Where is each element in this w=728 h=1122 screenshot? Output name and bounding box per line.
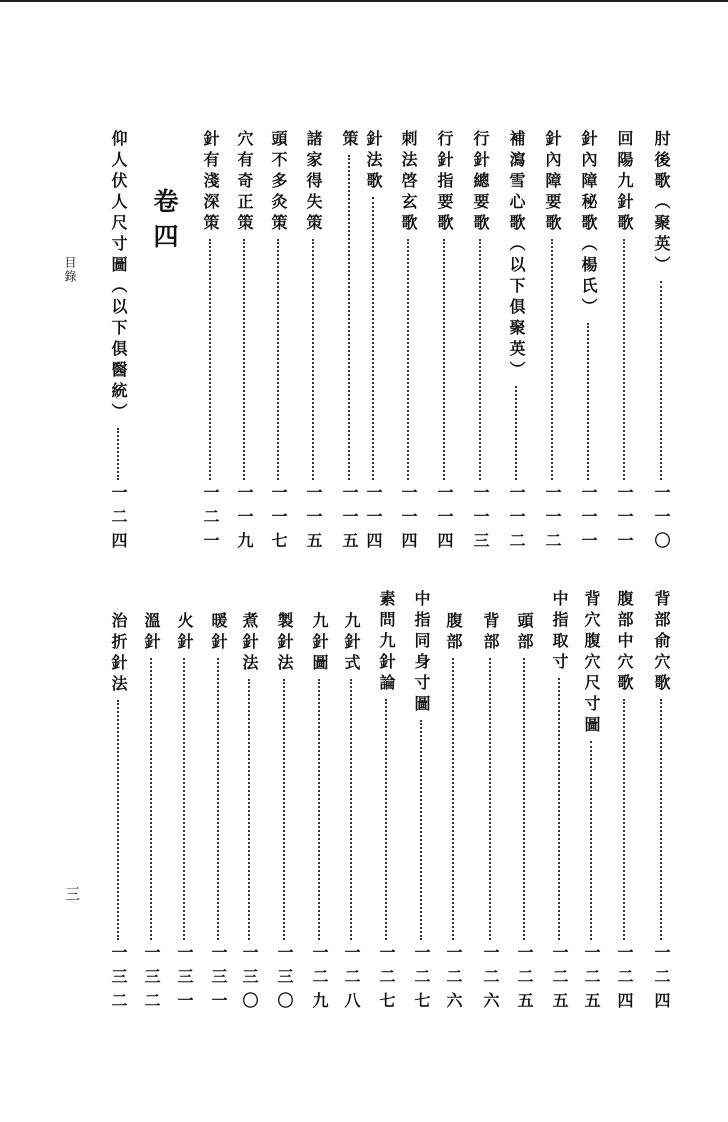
dot-leader [150, 658, 152, 940]
entry-title: 治折針法 [109, 612, 128, 696]
entry-page-number: 一二一 [201, 484, 220, 556]
dot-leader [479, 239, 481, 480]
toc-entry [469, 130, 491, 556]
entry-page-number: 一一一 [579, 484, 598, 556]
dot-leader [283, 679, 285, 940]
entry-page-number: 一一二 [543, 484, 562, 556]
entry-page-number: 一三一 [209, 944, 228, 1016]
entry-page-number: 一三二 [142, 944, 161, 1016]
entry-page-number: 一二七 [377, 944, 396, 1016]
toc-entry [479, 612, 501, 1016]
entry-title: 行針指要歌 [435, 130, 454, 235]
dot-leader [277, 239, 279, 480]
entry-title: 溫針 [142, 612, 161, 654]
toc-entry [273, 612, 295, 1016]
toc-entry [302, 130, 324, 556]
entry-title: 素問九針論 [377, 590, 396, 695]
dot-leader [350, 679, 352, 940]
toc-entry [199, 130, 221, 556]
toc-entry [650, 130, 672, 556]
entry-page-number: 一一四 [364, 484, 383, 556]
entry-title: 針內障秘歌（楊氏） [579, 130, 598, 319]
entry-page-number: 一一三 [471, 484, 490, 556]
entry-title: 九針式 [342, 612, 361, 675]
dot-leader [217, 658, 219, 940]
toc-entry [233, 130, 255, 556]
toc-entry [375, 590, 397, 1016]
dot-leader [183, 658, 185, 940]
dot-leader [452, 658, 454, 940]
entry-title: 頭不多灸策 [269, 130, 288, 235]
dot-leader [248, 679, 250, 940]
toc-entry [140, 612, 162, 1016]
toc-entry [238, 612, 260, 1016]
entry-page-number: 一一四 [435, 484, 454, 556]
entry-title: 背部俞穴歌 [652, 590, 671, 695]
scan-top-edge [0, 0, 728, 2]
entry-page-number: 一一五 [340, 484, 359, 556]
toc-entry [362, 130, 384, 556]
entry-page-number: 一二五 [515, 944, 534, 1016]
toc-entry [338, 130, 360, 556]
entry-page-number: 一二四 [615, 944, 634, 1016]
dot-leader [590, 741, 592, 940]
dot-leader [117, 428, 119, 480]
entry-page-number: 一三〇 [240, 944, 259, 1016]
entry-page-number: 一一七 [269, 484, 288, 556]
entry-title: 腹部 [444, 612, 463, 654]
toc-entry [410, 590, 432, 1016]
toc-entry [308, 612, 330, 1016]
entry-title: 行針總要歌 [471, 130, 490, 235]
entry-page-number: 一一五 [304, 484, 323, 556]
entry-title: 策 [340, 130, 359, 151]
entry-page-number: 一二四 [109, 484, 128, 556]
toc-entry [173, 612, 195, 1016]
dot-leader [348, 155, 350, 480]
entry-page-number: 一三〇 [275, 944, 294, 1016]
entry-title: 刺法啓玄歌 [399, 130, 418, 235]
toc-entry [577, 130, 599, 556]
toc-entry [613, 590, 635, 1016]
dot-leader [623, 239, 625, 480]
dot-leader [117, 700, 119, 940]
entry-title: 背穴腹穴尺寸圖 [582, 590, 601, 737]
entry-page-number: 一二七 [412, 944, 431, 1016]
dot-leader [587, 323, 589, 480]
entry-title: 中指同身寸圖 [412, 590, 431, 716]
entry-page-number: 一二五 [550, 944, 569, 1016]
entry-title: 腹部中穴歌 [615, 590, 634, 695]
toc-entry [397, 130, 419, 556]
toc-entry [613, 130, 635, 556]
entry-title: 暖針 [209, 612, 228, 654]
toc-entry [505, 130, 527, 556]
dot-leader [243, 239, 245, 480]
entry-title: 火針 [175, 612, 194, 654]
entry-page-number: 一二六 [481, 944, 500, 1016]
dot-leader [312, 239, 314, 480]
entry-title: 肘後歌（聚英） [652, 130, 671, 277]
entry-title: 針內障要歌 [543, 130, 562, 235]
dot-leader [385, 699, 387, 940]
toc-entry [207, 612, 229, 1016]
toc-entry [107, 612, 129, 1016]
dot-leader [523, 658, 525, 940]
volume-heading: 卷四 [150, 188, 179, 258]
dot-leader [623, 699, 625, 940]
toc-entry [340, 612, 362, 1016]
entry-page-number: 一一九 [235, 484, 254, 556]
toc-entry [442, 612, 464, 1016]
entry-title: 煮針法 [240, 612, 259, 675]
toc-entry [267, 130, 289, 556]
page-number: 三 [63, 886, 81, 903]
dot-leader [443, 239, 445, 480]
dot-leader [558, 678, 560, 940]
dot-leader [551, 239, 553, 480]
entry-page-number: 一一四 [399, 484, 418, 556]
toc-entry [541, 130, 563, 556]
toc-entry [433, 130, 455, 556]
entry-page-number: 一二六 [444, 944, 463, 1016]
dot-leader [372, 197, 374, 480]
entry-page-number: 一二八 [342, 944, 361, 1016]
dot-leader [660, 281, 662, 480]
toc-entry [513, 612, 535, 1016]
entry-title: 仰人伏人尺寸圖（以下俱醫統） [109, 130, 128, 424]
entry-title: 頭部 [515, 612, 534, 654]
entry-page-number: 一二四 [652, 944, 671, 1016]
dot-leader [489, 658, 491, 940]
entry-title: 補瀉雪心歌（以下俱聚英） [507, 130, 526, 382]
entry-title: 製針法 [275, 612, 294, 675]
dot-leader [407, 239, 409, 480]
entry-page-number: 一三二 [109, 944, 128, 1016]
toc-entry [580, 590, 602, 1016]
entry-page-number: 一一二 [507, 484, 526, 556]
entry-title: 針法歌 [364, 130, 383, 193]
entry-title: 九針圖 [310, 612, 329, 675]
entry-page-number: 一一〇 [652, 484, 671, 556]
dot-leader [209, 239, 211, 480]
toc-entry [107, 130, 129, 556]
entry-title: 中指取寸 [550, 590, 569, 674]
dot-leader [660, 699, 662, 940]
toc-entry [548, 590, 570, 1016]
entry-page-number: 一二五 [582, 944, 601, 1016]
entry-title: 回陽九針歌 [615, 130, 634, 235]
dot-leader [515, 386, 517, 480]
section-label: 目錄 [63, 256, 77, 284]
entry-page-number: 一三一 [175, 944, 194, 1016]
dot-leader [420, 720, 422, 940]
entry-page-number: 一二九 [310, 944, 329, 1016]
entry-title: 諸家得失策 [304, 130, 323, 235]
entry-title: 針有淺深策 [201, 130, 220, 235]
entry-title: 穴有奇正策 [235, 130, 254, 235]
entry-page-number: 一一一 [615, 484, 634, 556]
toc-entry [650, 590, 672, 1016]
dot-leader [318, 679, 320, 940]
entry-title: 背部 [481, 612, 500, 654]
